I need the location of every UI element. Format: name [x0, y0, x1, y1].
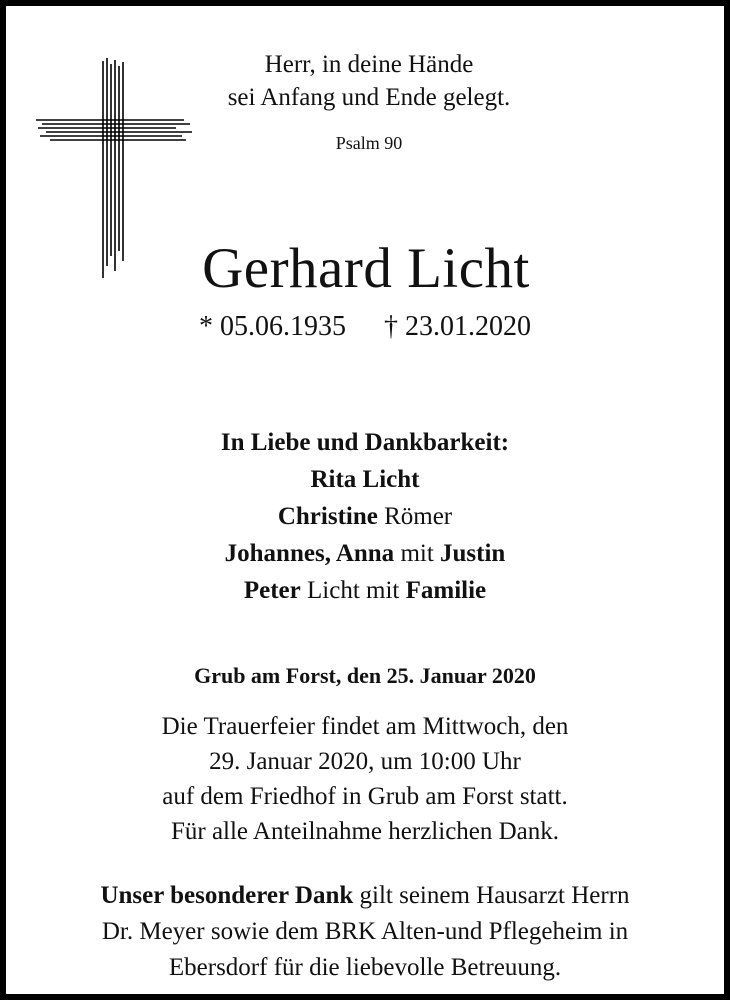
thanks-line-1 [6, 878, 724, 914]
mourner-name: Johannes, Anna [224, 540, 395, 567]
quote-source: Psalm 90 [335, 133, 403, 153]
mourner-surname: Römer [377, 503, 453, 530]
mourner-line-3 [6, 535, 724, 572]
deceased-name: Gerhard Licht [202, 237, 530, 300]
mourners-heading: In Liebe und Dankbarkeit: [220, 429, 510, 456]
thanks-line-1-rest: gilt seinem Hausarzt Herrn [353, 882, 630, 909]
special-thanks [6, 878, 724, 986]
quote-line-1: Herr, in deine Hände [264, 51, 474, 78]
mourner-line-4 [6, 572, 724, 609]
mourner-name: Peter [243, 577, 301, 604]
mourner-name: Rita Licht [310, 466, 420, 493]
thanks-line-2: Dr. Meyer sowie dem BRK Alten-und Pflegeheim in [101, 918, 629, 945]
mourners-list [6, 424, 724, 609]
mourner-name: Justin [440, 540, 506, 567]
quote-line-2: sei Anfang und Ende gelegt. [227, 84, 511, 111]
mourner-name: Familie [405, 577, 487, 604]
mourner-connector: mit [394, 540, 441, 567]
thanks-line-3: Ebersdorf für die liebevolle Betreuung. [168, 954, 562, 981]
service-line-4: Für alle Anteilnahme herzlichen Dank. [170, 818, 560, 845]
mourner-line-2 [6, 498, 724, 535]
death-date: † 23.01.2020 [384, 311, 531, 342]
place-and-date: Grub am Forst, den 25. Januar 2020 [194, 663, 536, 688]
service-line-2: 29. Januar 2020, um 10:00 Uhr [209, 748, 521, 775]
service-line-3: auf dem Friedhof in Grub am Forst statt. [162, 783, 568, 810]
mourner-name: Christine [277, 503, 378, 530]
life-dates [6, 311, 724, 343]
psalm-quote [156, 48, 582, 114]
birth-date: * 05.06.1935 [199, 311, 346, 342]
thanks-emphasis: Unser besonderer Dank [100, 882, 354, 909]
mourner-line-1 [6, 461, 724, 498]
funeral-service-info [6, 709, 724, 849]
mourner-connector: Licht mit [300, 577, 406, 604]
service-line-1: Die Trauerfeier findet am Mittwoch, den [161, 713, 569, 740]
